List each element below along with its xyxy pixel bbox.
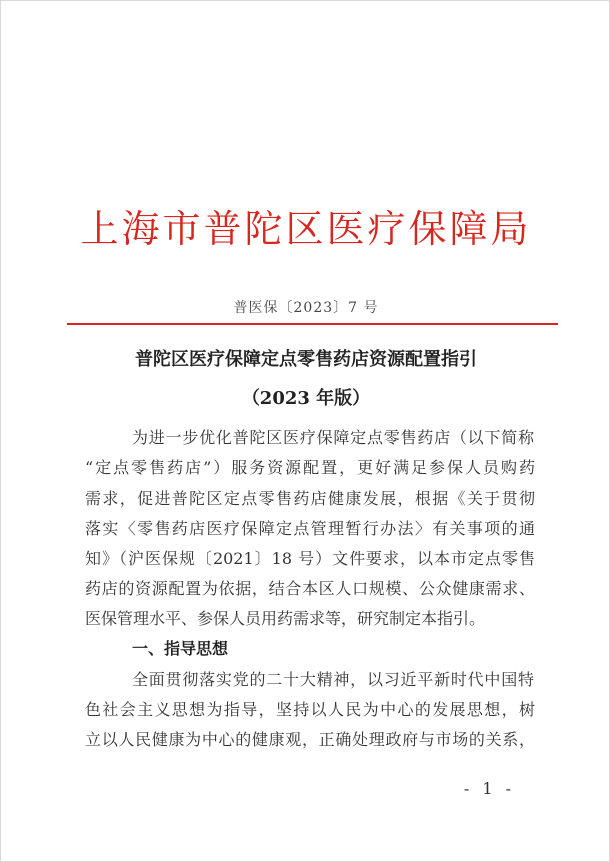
paragraph-line: 药店的资源配置为依据，结合本区人口规模、公众健康需求、	[85, 579, 535, 598]
paragraph-line: 立以人民健康为中心的健康观，正确处理政府与市场的关系，	[85, 730, 535, 749]
section-heading: 一、指导思想	[132, 639, 229, 658]
document-title: 普陀区医疗保障定点零售药店资源配置指引	[135, 349, 477, 370]
paragraph-line: 需求，促进普陀区定点零售药店健康发展，根据《关于贯彻	[85, 489, 535, 508]
paragraph-line: 色社会主义思想为指导，坚持以人民为中心的发展思想，树	[85, 700, 535, 719]
paragraph-line: 医保管理水平、参保人员用药需求等，研究制定本指引。	[85, 609, 486, 628]
paragraph-line: 知》（沪医保规〔2021〕18 号）文件要求，以本市定点零售	[85, 549, 535, 568]
red-divider-line	[67, 323, 558, 325]
paragraph-line: 为进一步优化普陀区医疗保障定点零售药店（以下简称	[132, 428, 534, 447]
agency-title: 上海市普陀区医疗保障局	[80, 207, 532, 251]
paragraph-line: 全面贯彻落实党的二十大精神，以习近平新时代中国特	[132, 670, 534, 689]
document-number: 普医保〔2023〕7 号	[233, 300, 379, 316]
page-number: - 1 -	[463, 779, 515, 798]
paragraph-line: 落实〈零售药店医疗保障定点管理暂行办法〉有关事项的通	[85, 519, 535, 538]
document-subtitle: （2023 年版）	[241, 388, 371, 409]
paragraph-line: “定点零售药店”）服务资源配置，更好满足参保人员购药	[85, 458, 535, 477]
